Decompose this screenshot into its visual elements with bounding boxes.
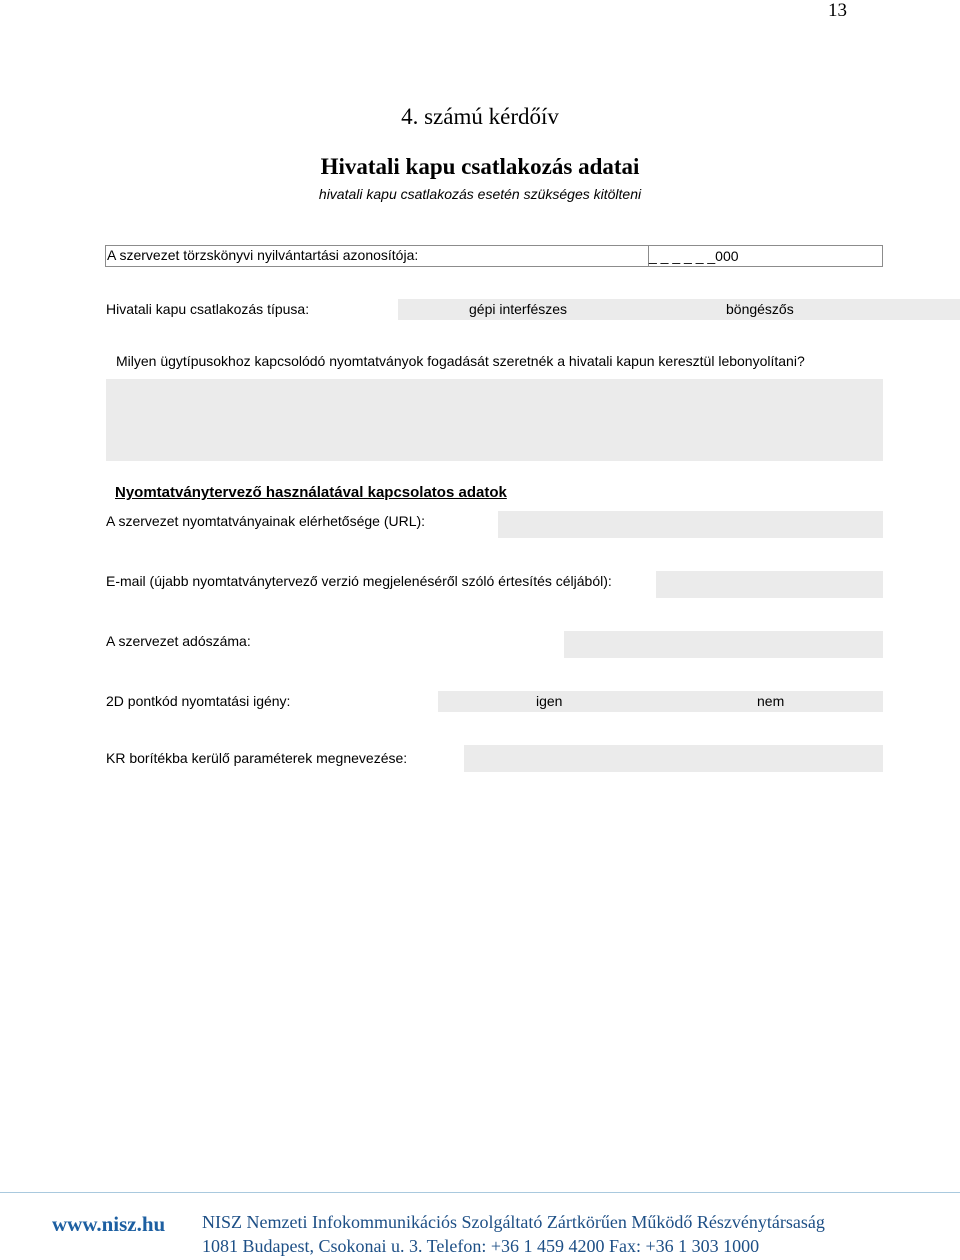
connection-option-machine-interface[interactable]: gépi interfészes bbox=[469, 301, 568, 317]
form-title: 4. számú kérdőív bbox=[401, 104, 559, 129]
tax-number-field[interactable] bbox=[564, 631, 883, 658]
registry-id-field[interactable] bbox=[648, 246, 883, 266]
tax-number-label: A szervezet adószáma: bbox=[106, 633, 251, 649]
qr-option-yes[interactable]: igen bbox=[536, 693, 563, 709]
form-designer-heading: Nyomtatványtervező használatával kapcsolatos adatok bbox=[115, 484, 507, 501]
qr-print-label: 2D pontkód nyomtatási igény: bbox=[106, 693, 291, 709]
footer-url[interactable]: www.nisz.hu bbox=[52, 1212, 166, 1236]
footer-address: 1081 Budapest, Csokonai u. 3. Telefon: +36 1 459 4200 Fax: +36 1 303 1000 bbox=[202, 1236, 760, 1256]
kr-parameters-label: KR borítékba kerülő paraméterek megnevezése: bbox=[106, 750, 408, 766]
kr-parameters-field[interactable] bbox=[464, 745, 883, 772]
qr-option-no[interactable]: nem bbox=[757, 693, 785, 709]
page-number: 13 bbox=[828, 0, 847, 21]
section-subtitle: hivatali kapu csatlakozás esetén szükséges kitölteni bbox=[318, 186, 642, 202]
section-title: Hivatali kapu csatlakozás adatai bbox=[320, 154, 640, 179]
case-types-field[interactable] bbox=[106, 379, 883, 461]
registry-id-row bbox=[105, 245, 883, 267]
case-types-question: Milyen ügytípusokhoz kapcsolódó nyomtatványok fogadását szeretnék a hivatali kapun keresztül lebonyolítani? bbox=[116, 353, 805, 369]
qr-print-options-bar bbox=[438, 691, 883, 712]
url-label: A szervezet nyomtatványainak elérhetősége (URL): bbox=[106, 513, 426, 529]
url-field[interactable] bbox=[498, 511, 883, 538]
footer-divider bbox=[0, 1192, 960, 1193]
connection-type-label: Hivatali kapu csatlakozás típusa: bbox=[106, 301, 310, 317]
registry-id-value: _ _ _ _ _ _000 bbox=[649, 248, 739, 264]
email-field[interactable] bbox=[656, 571, 883, 598]
connection-option-browser[interactable]: böngészős bbox=[726, 301, 794, 317]
registry-id-label: A szervezet törzskönyvi nyilvántartási azonosítója: bbox=[107, 247, 419, 263]
footer-company: NISZ Nemzeti Infokommunikációs Szolgáltató Zártkörűen Működő Részvénytársaság bbox=[202, 1212, 825, 1232]
email-label: E-mail (újabb nyomtatványtervező verzió megjelenéséről szóló értesítés céljából): bbox=[106, 573, 612, 589]
